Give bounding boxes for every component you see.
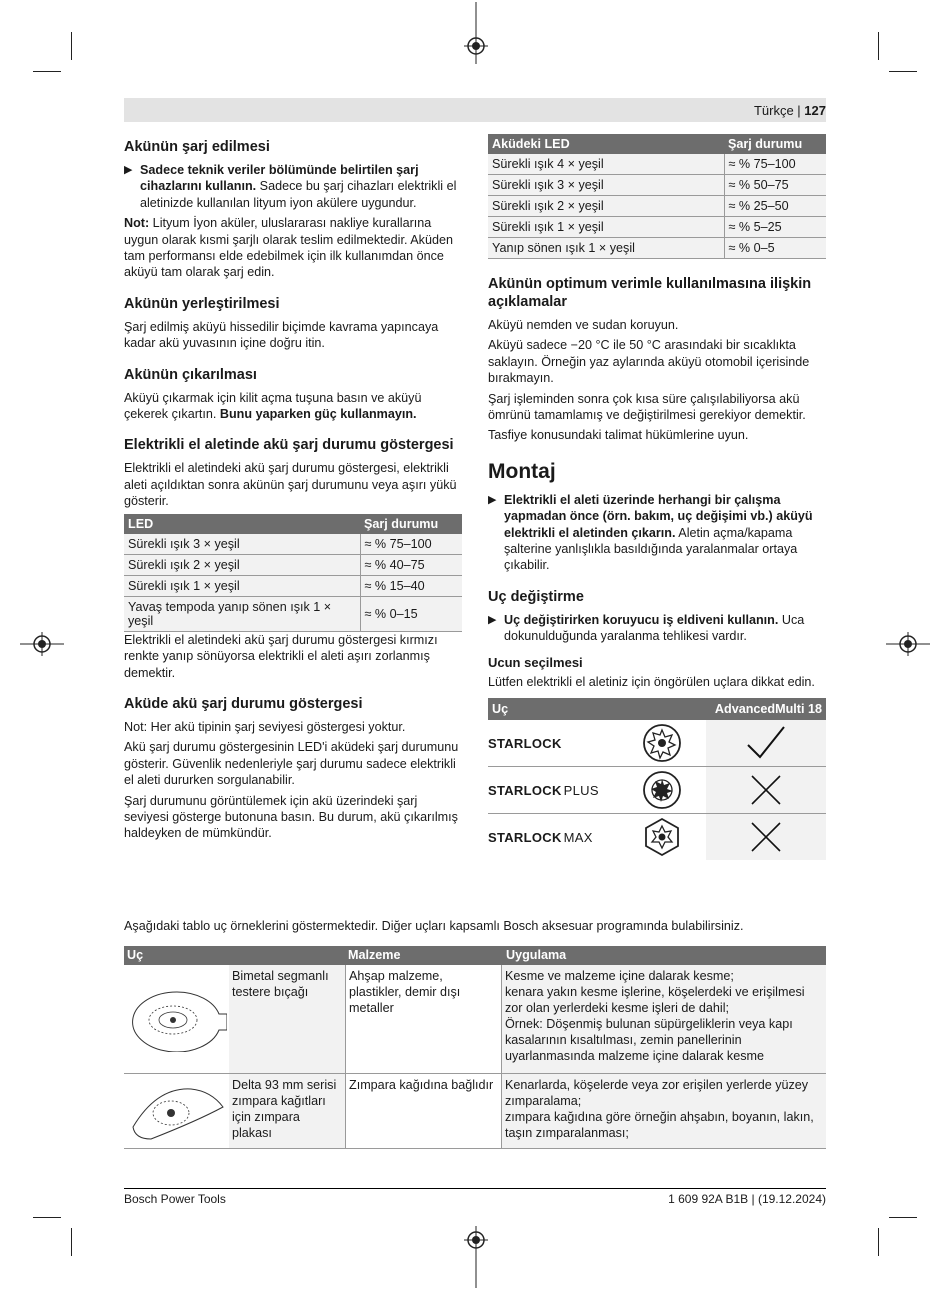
cross-icon bbox=[706, 814, 826, 860]
table-row: Sürekli ışık 1 × yeşil ≈ % 15–40 bbox=[124, 575, 462, 596]
right-column bbox=[488, 134, 826, 860]
table-row: Sürekli ışık 2 × yeşil ≈ % 40–75 bbox=[124, 554, 462, 575]
tip-application: Kesme ve malzeme içine dalarak kesme; kenara yakın kesme işlerine, köşelerdeki ve erişilmesi zor olan yerlerdeki kesme işleri de dahil; Örnek: Döşenmiş bulunan süpürgeliklerin veya kapı kasalarının kısaltılması, zemin panellerinin uyarlanmasında malzeme içine dalarak kesme bbox=[501, 965, 826, 1073]
bottom-intro: Aşağıdaki tablo uç örneklerini göstermektedir. Diğer uçları kapsamlı Bosch aksesuar programında bulabilirsiniz. bbox=[124, 919, 744, 933]
tip-name: Delta 93 mm serisi zımpara kağıtları için zımpara plakası bbox=[229, 1074, 345, 1148]
interface-symbol-icon bbox=[618, 814, 706, 860]
cross-icon bbox=[706, 767, 826, 813]
col-header-led: Aküdeki LED bbox=[488, 134, 724, 154]
crop-mark bbox=[889, 71, 917, 72]
registration-mark-icon bbox=[886, 628, 930, 660]
col-header-material: Malzeme bbox=[348, 948, 401, 962]
insert-text: Şarj edilmiş aküyü hissedilir biçimde kavrama yapıncaya kadar akü yuvasının içine doğru itin. bbox=[124, 319, 439, 351]
table-row bbox=[488, 814, 826, 860]
tips-table bbox=[124, 946, 826, 1149]
section-title-change: Uç değiştirme bbox=[488, 588, 584, 605]
table-row bbox=[124, 1074, 826, 1149]
saw-blade-icon bbox=[124, 965, 229, 1073]
table-row: Sürekli ışık 3 × yeşil ≈ % 50–75 bbox=[488, 175, 826, 196]
col-header-tip: Uç bbox=[492, 702, 509, 717]
registration-mark-icon bbox=[20, 628, 64, 660]
crop-mark bbox=[889, 1217, 917, 1218]
starlock-logo: STARLOCK bbox=[488, 735, 562, 751]
crop-mark bbox=[878, 32, 879, 60]
select-text: Lütfen elektrikli el aletiniz için öngörülen uçlara dikkat edin. bbox=[488, 674, 815, 689]
crop-mark bbox=[878, 1228, 879, 1256]
tip-material: Ahşap malzeme, plastikler, demir dışı metaller bbox=[345, 965, 501, 1073]
tip-application: Kenarlarda, köşelerde veya zor erişilen yerlerde yüzey zımparalama; zımpara kağıdına göre örneğin ahşabın, boyanın, lakın, taşın zımparalanması; bbox=[501, 1074, 826, 1148]
table-row: Yavaş tempoda yanıp sönen ışık 1 × yeşil ≈ % 0–15 bbox=[124, 596, 462, 631]
col-header-state: Şarj durumu bbox=[724, 134, 826, 154]
section-title-charge: Akünün şarj edilmesi bbox=[124, 139, 270, 155]
sanding-plate-icon bbox=[124, 1074, 229, 1148]
tips-p2: Aküyü sadece −20 °C ile 50 °C arasındaki bir sıcaklıkta saklayın. Örneğin yaz aylarında aküyü otomobil içerisinde bırakmayın. bbox=[488, 338, 810, 386]
tip-compat-table bbox=[488, 698, 826, 860]
registration-mark-icon bbox=[460, 1226, 492, 1288]
registration-mark-icon bbox=[460, 2, 492, 64]
crop-mark bbox=[33, 1217, 61, 1218]
left-column bbox=[124, 138, 462, 846]
table-row: Sürekli ışık 1 × yeşil ≈ % 5–25 bbox=[488, 217, 826, 238]
interface-symbol-icon bbox=[618, 720, 706, 766]
col-header-tip: Uç bbox=[127, 948, 144, 962]
section-title-battery-indicator: Aküde akü şarj durumu göstergesi bbox=[124, 695, 363, 712]
interface-symbol-icon bbox=[618, 767, 706, 813]
page-header: Türkçe | 127 bbox=[753, 103, 826, 118]
crop-mark bbox=[71, 32, 72, 60]
table-row: Sürekli ışık 3 × yeşil ≈ % 75–100 bbox=[124, 534, 462, 555]
tip-compat-header bbox=[488, 698, 826, 720]
battery-indicator-p2: Akü şarj durumu göstergesinin LED'i aküdeki şarj durumunu gösterir. Güvenlik nedenleriyle şarj durumu sadece elektrikli el aleti dururken sorgulanabilir. bbox=[124, 740, 459, 788]
section-title-select: Ucun seçilmesi bbox=[488, 654, 583, 670]
battery-led-table bbox=[488, 134, 826, 259]
battery-indicator-p3: Şarj durumunu görüntülemek için akü üzerindeki şarj seviyesi gösterge butonuna basın. Bu durum, akü çıkarılmış haldeyken de mümkündür. bbox=[124, 793, 458, 841]
language-label: Türkçe bbox=[753, 103, 794, 118]
section-title-tool-indicator: Elektrikli el aletinde akü şarj durumu göstergesi bbox=[124, 437, 454, 454]
section-title-insert: Akünün yerleştirilmesi bbox=[124, 295, 280, 312]
table-row: Yanıp sönen ışık 1 × yeşil ≈ % 0–5 bbox=[488, 238, 826, 259]
section-title-tips: Akünün optimum verimle kullanılmasına ilişkin açıklamalar bbox=[488, 276, 812, 310]
tool-indicator-intro: Elektrikli el aletindeki akü şarj durumu göstergesi, elektrikli aleti açıldıktan sonra akünün şarj durumunu veya aşırı yükü gösterir. bbox=[124, 461, 457, 509]
col-header-state: Şarj durumu bbox=[360, 514, 462, 534]
crop-mark bbox=[71, 1228, 72, 1256]
check-icon bbox=[706, 720, 826, 766]
note-paragraph: Not: Lityum İyon aküler, uluslararası nakliye kurallarına uygun olarak kısmi şarjlı olarak teslim edilmektedir. Aküden tam performansı elde edebilmek için ilk kullanımdan önce aküyü tam olarak şarj edin. bbox=[124, 216, 453, 280]
tip-material: Zımpara kağıdına bağlıdır bbox=[345, 1074, 501, 1148]
footer-right: 1 609 92A B1B | (19.12.2024) bbox=[668, 1192, 826, 1206]
table-row: Sürekli ışık 2 × yeşil ≈ % 25–50 bbox=[488, 196, 826, 217]
battery-indicator-p1: Not: Her akü tipinin şarj seviyesi göstergesi yoktur. bbox=[124, 719, 406, 734]
crop-mark bbox=[33, 71, 61, 72]
tool-indicator-after: Elektrikli el aletindeki akü şarj durumu göstergesi kırmızı renkte yanıp sönüyorsa elektrikli el aleti aşırı zorlanmış demektir. bbox=[124, 632, 438, 680]
starlock-max-logo: STARLOCK MAX bbox=[488, 829, 593, 845]
triangle-bullet-icon: ▶ bbox=[488, 613, 497, 626]
warning-bullet: ▶ Uç değiştirirken koruyucu iş eldiveni kullanın. Uca dokunulduğunda yaralanma tehlikesi vardır. bbox=[488, 612, 805, 644]
starlock-plus-logo: STARLOCK PLUS bbox=[488, 782, 599, 798]
table-row bbox=[488, 720, 826, 767]
tips-table-header bbox=[124, 946, 826, 965]
triangle-bullet-icon: ▶ bbox=[488, 493, 497, 506]
table-row bbox=[488, 767, 826, 814]
tip-name: Bimetal segmanlı testere bıçağı bbox=[229, 965, 345, 1073]
col-header-tool: AdvancedMulti 18 bbox=[714, 702, 822, 717]
col-header-application: Uygulama bbox=[506, 948, 567, 962]
footer-rule bbox=[124, 1188, 826, 1189]
section-title-remove: Akünün çıkarılması bbox=[124, 366, 257, 383]
remove-text: Aküyü çıkarmak için kilit açma tuşuna basın ve aküyü çekerek çıkartın. Bunu yaparken güç kullanmayın. bbox=[124, 390, 422, 422]
tips-p4: Tasfiye konusundaki talimat hükümlerine uyun. bbox=[488, 428, 749, 443]
header-bar bbox=[124, 98, 826, 122]
section-title-assembly: Montaj bbox=[488, 459, 556, 483]
triangle-bullet-icon: ▶ bbox=[124, 164, 133, 176]
footer-left: Bosch Power Tools bbox=[124, 1192, 226, 1206]
col-header-led: LED bbox=[124, 514, 360, 534]
page-number: 127 bbox=[804, 103, 826, 118]
warning-bullet: ▶ Sadece teknik veriler bölümünde belirtilen şarj cihazlarını kullanın. Sadece bu şarj cihazları elektrikli el aletinizde kullanılan lityum iyon akülere uygundur. bbox=[124, 163, 457, 210]
tips-p1: Aküyü nemden ve sudan koruyun. bbox=[488, 318, 679, 332]
table-row: Sürekli ışık 4 × yeşil ≈ % 75–100 bbox=[488, 154, 826, 175]
table-row bbox=[124, 965, 826, 1074]
tool-led-table bbox=[124, 514, 462, 632]
warning-bullet: ▶ Elektrikli el aleti üzerinde herhangi bir çalışma yapmadan önce (örn. bakım, uç değişimi vb.) aküyü elektrikli el aletinden çıkarın. Aletin açma/kapama şalterine yanlışlıkla basıldığında yaralanmalar ortaya çıkabilir. bbox=[488, 492, 813, 573]
tips-p3: Şarj işleminden sonra çok kısa süre çalışılabiliyorsa akü ömrünü tamamlamış ve değiştirilmesi gerekiyor demektir. bbox=[488, 391, 806, 423]
